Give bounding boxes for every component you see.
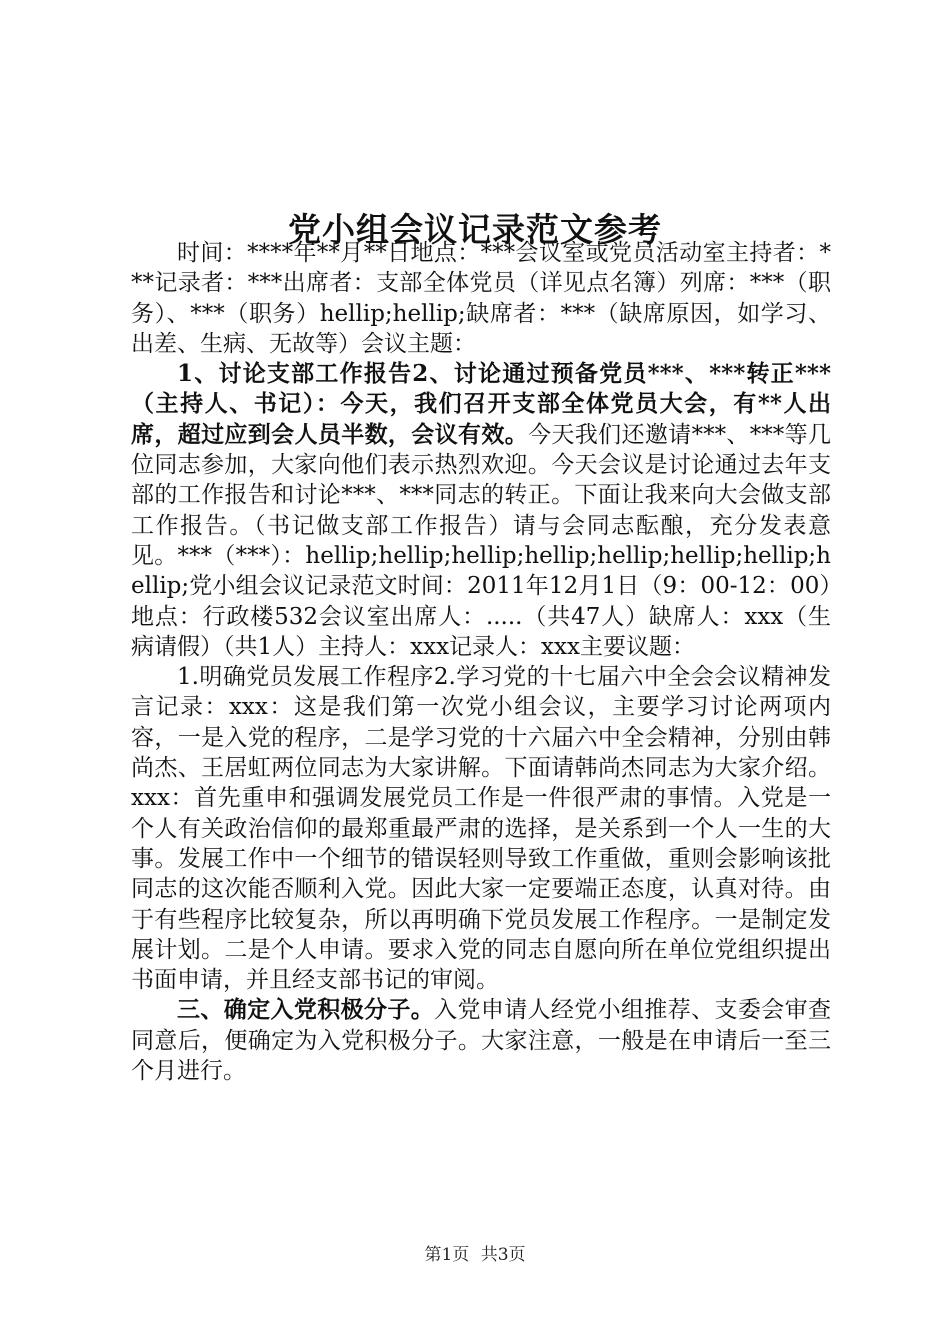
page-footer: [0, 1243, 950, 1267]
paragraph-text: 时间：****年**月**日地点：***会议室或党员活动室主持者：***记录者：***出席者：支部全体党员（详见点名簿）列席：***（职务）、***（职务）hellip;hellip;缺席者：***（缺席原因，如学习、出差、生病、无故等）会议主题：: [131, 240, 831, 357]
paragraph-bold-text: 1、讨论支部工作报告2、讨论通过预备党员***、***转正***（主持人、书记）：今天，我们召开支部全体党员大会，有**人出席，超过应到会人员半数，会议有效。: [131, 360, 831, 448]
paragraph-agenda-opening: [131, 359, 831, 662]
paragraph-text: 1.明确党员发展工作程序2.学习党的十七届六中全会会议精神发言记录：xxx：这是我们第一次党小组会议，主要学习讨论两项内容，一是入党的程序，二是学习党的十六届六中全会精神，分别由韩尚杰、王居虹两位同志为大家讲解。下面请韩尚杰同志为大家介绍。xxx：首先重申和强调发展党员工作是一件很严肃的事情。入党是一个人有关政治信仰的最郑重最严肃的选择，是关系到一个人一生的大事。发展工作中一个细节的错误轻则导致工作重做，重则会影响该批同志的这次能否顺利入党。因此大家一定要端正态度，认真对待。由于有些程序比较复杂，所以再明确下党员发展工作程序。一是制定发展计划。二是个人申请。要求入党的同志自愿向所在单位党组织提出书面申请，并且经支部书记的审阅。: [131, 664, 831, 994]
document-title: 党小组会议记录范文参考: [288, 210, 662, 250]
section-heading: 三、确定入党积极分子。: [177, 996, 435, 1024]
paragraph-activist-section: [131, 995, 831, 1086]
paragraph-text: 今天我们还邀请***、***等几位同志参加，大家向他们表示热烈欢迎。今天会议是讨论通过去年支部的工作报告和讨论***、***同志的转正。下面让我来向大会做支部工作报告。（书记做支部工作报告）请与会同志酝酿，充分发表意见。***（***）：hellip;hellip;hellip;hellip;hellip;hellip;hellip;hellip;党小组会议记录范文时间：2011年12月1日（9：00-12：00）地点：行政楼532会议室出席人：.....（共47人）缺席人：xxx（生病请假）（共1人）主持人：xxx记录人：xxx主要议题：: [131, 421, 832, 660]
page-total: 共3页: [480, 1245, 526, 1265]
paragraph-text: 入党申请人经党小组推荐、支委会审查同意后，便确定为入党积极分子。大家注意，一般是在申请后一至三个月进行。: [131, 997, 832, 1085]
page-number: 第1页: [424, 1245, 470, 1265]
paragraph-speech-record: [131, 662, 831, 995]
paragraph-meeting-info: [131, 238, 831, 359]
document-body: [131, 238, 831, 1086]
